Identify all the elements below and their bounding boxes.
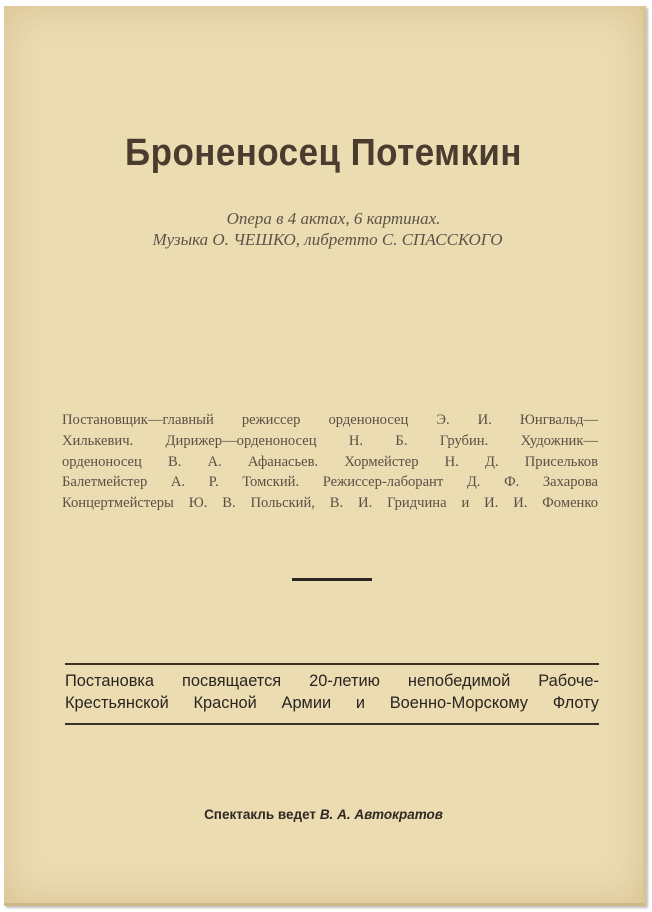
conductor-label: Спектакль ведет bbox=[204, 807, 317, 822]
credits-line: Концертмейстеры Ю. В. Польский, В. И. Гридчина и И. И. Фоменко bbox=[62, 495, 598, 512]
program-page bbox=[4, 6, 646, 906]
opera-subtitle-authors: Музыка О. ЧЕШКО, либретто С. СПАССКОГО bbox=[152, 230, 503, 249]
dedication-line: Крестьянской Красной Армии и Военно-Морскому Флоту bbox=[65, 693, 599, 712]
opera-subtitle-acts: Опера в 4 актах, 6 картинах. bbox=[226, 209, 441, 228]
credits-line: орденоносец В. А. Афанасьев. Хормейстер Н. Д. Присельков bbox=[62, 453, 598, 470]
dedication-line: Постановка посвящается 20-летию непобедимой Рабоче- bbox=[65, 672, 599, 690]
opera-title: Броненосец Потемкин bbox=[125, 132, 522, 174]
dedication-text bbox=[65, 671, 599, 714]
credits-line: Постановщик—главный режиссер орденоносец Э. И. Юнгвальд— bbox=[62, 412, 598, 428]
production-credits bbox=[62, 410, 598, 514]
dedication-bottom-rule bbox=[65, 723, 599, 725]
credits-line: Балетмейстер А. Р. Томский. Режиссер-лаборант Д. Ф. Захарова bbox=[62, 474, 598, 491]
dedication-top-rule bbox=[65, 663, 599, 665]
credits-line: Хилькевич. Дирижер—орденоносец Н. Б. Грубин. Художник— bbox=[62, 432, 598, 449]
conductor-line bbox=[4, 807, 643, 822]
section-divider bbox=[292, 578, 372, 581]
conductor-name: В. А. Автократов bbox=[319, 807, 443, 822]
